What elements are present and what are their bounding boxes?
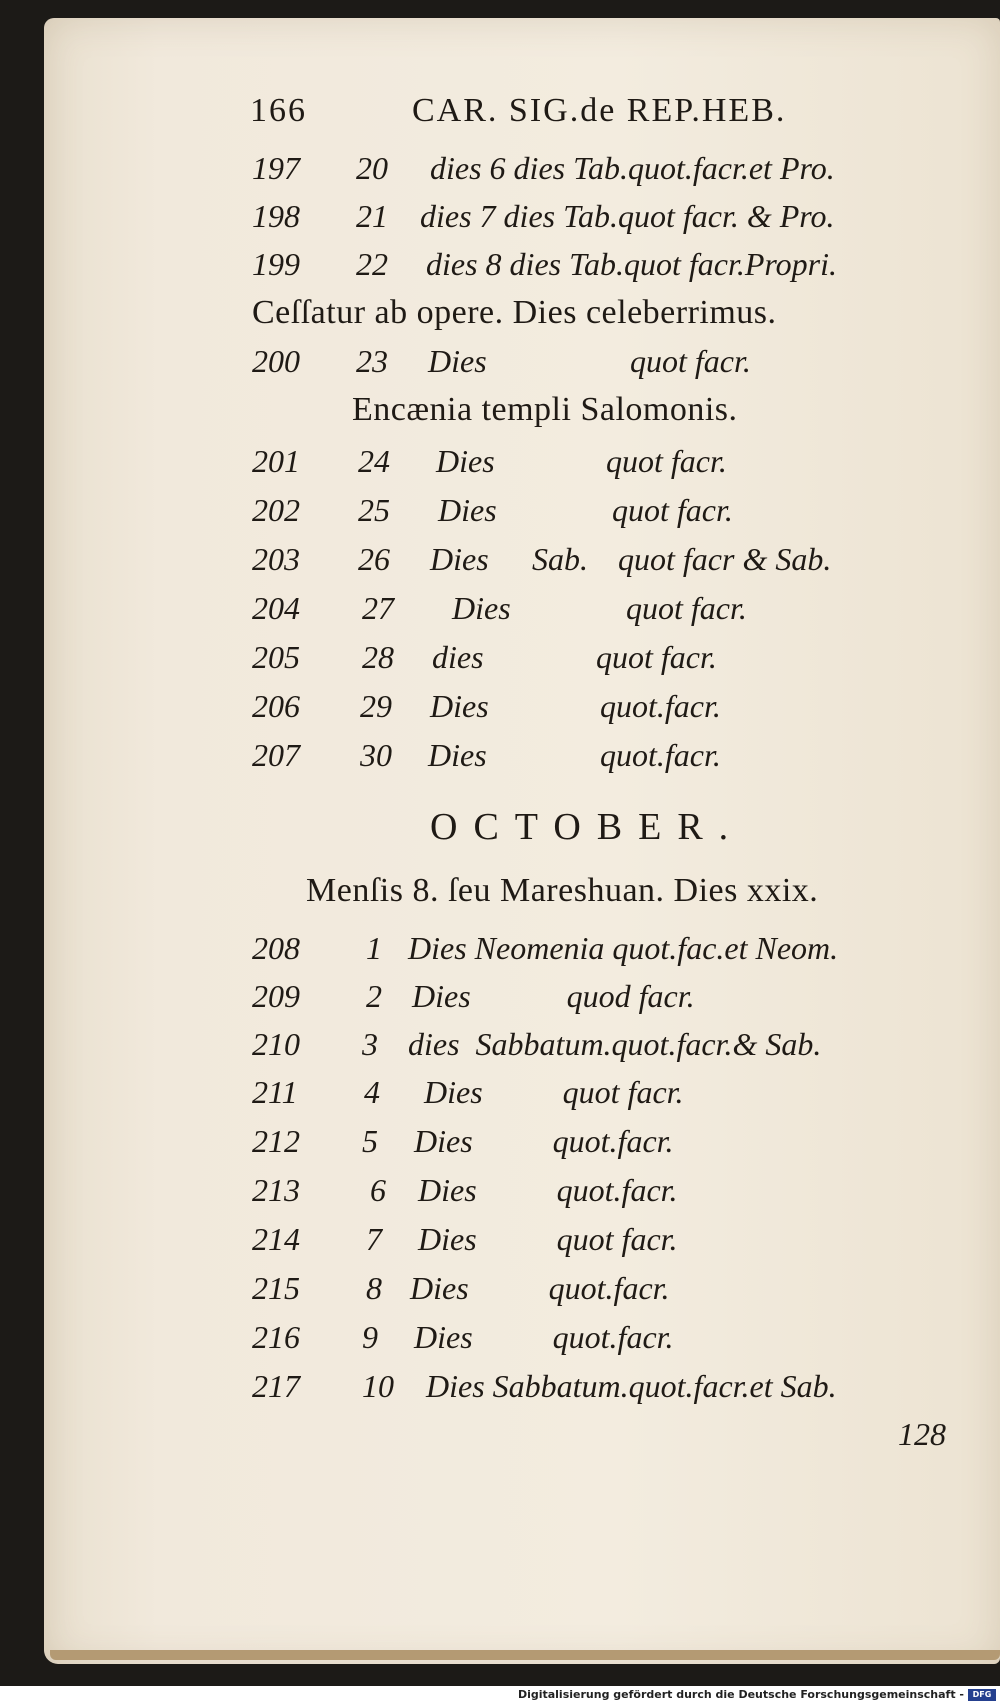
day-entry: Dies quot.facr. (414, 1123, 674, 1159)
sacr-entry: quot facr. (612, 492, 733, 528)
sacr-entry: quot facr. (606, 443, 727, 479)
day-number: 30 (360, 737, 392, 773)
day-number: 1 (366, 930, 382, 966)
line-number: 207 (252, 737, 300, 773)
sacr-entry: quot facr. (630, 343, 751, 379)
line-number: 200 (252, 343, 300, 379)
line-number: 215 (252, 1270, 300, 1306)
day-number: 26 (358, 541, 390, 577)
day-label: Dies (436, 443, 495, 479)
day-entry: Dies quot facr. (424, 1074, 684, 1110)
line-number: 212 (252, 1123, 300, 1159)
day-label: Dies (438, 492, 497, 528)
day-label: Dies (428, 343, 487, 379)
day-entry: dies 6 dies Tab.quot.facr.et Pro. (430, 150, 835, 186)
line-number: 216 (252, 1319, 300, 1355)
catchword: 128 (898, 1416, 946, 1452)
day-entry: dies 8 dies Tab.quot facr.Propri. (426, 246, 837, 282)
day-number: 9 (362, 1319, 378, 1355)
line-number: 201 (252, 443, 300, 479)
footer-credit: Digitalisierung gefördert durch die Deutsche Forschungsgemeinschaft - (517, 1688, 964, 1701)
day-number: 21 (356, 198, 388, 234)
page-edge (50, 1650, 1000, 1660)
line-number: 213 (252, 1172, 300, 1208)
sacr-entry: quot facr. (626, 590, 747, 626)
day-number: 24 (358, 443, 390, 479)
day-entry: Dies Neomenia quot.fac.et Neom. (408, 930, 839, 966)
day-label: Dies (430, 541, 489, 577)
line-number: 210 (252, 1026, 300, 1062)
day-entry: Dies Sabbatum.quot.facr.et Sab. (426, 1368, 837, 1404)
line-number: 211 (252, 1074, 298, 1110)
line-number: 214 (252, 1221, 300, 1257)
day-entry: Dies quod facr. (412, 978, 695, 1014)
day-number: 7 (366, 1221, 382, 1257)
day-number: 3 (362, 1026, 378, 1062)
line-number: 217 (252, 1368, 300, 1404)
line-number: 205 (252, 639, 300, 675)
day-number: 23 (356, 343, 388, 379)
day-number: 4 (364, 1074, 380, 1110)
day-number: 25 (358, 492, 390, 528)
line-number: 204 (252, 590, 300, 626)
line-number: 203 (252, 541, 300, 577)
line-number: 199 (252, 246, 300, 282)
line-number: 208 (252, 930, 300, 966)
line-number: 197 (252, 150, 300, 186)
day-number: 28 (362, 639, 394, 675)
month-subtitle: Menſis 8. ſeu Mareshuan. Dies xxix. (306, 872, 819, 909)
note-cessatur: Ceſſatur ab opere. Dies celeberrimus. (252, 294, 777, 331)
day-number: 20 (356, 150, 388, 186)
day-number: 5 (362, 1123, 378, 1159)
day-number: 29 (360, 688, 392, 724)
day-number: 22 (356, 246, 388, 282)
line-number: 202 (252, 492, 300, 528)
day-entry: Dies quot facr. (418, 1221, 678, 1257)
month-title: OCTOBER. (430, 806, 745, 848)
day-label: Dies (428, 737, 487, 773)
sacr-entry: quot facr. (596, 639, 717, 675)
day-entry: dies Sabbatum.quot.facr.& Sab. (408, 1026, 822, 1062)
day-label: Dies (430, 688, 489, 724)
page-number: 166 (250, 92, 307, 129)
line-number: 206 (252, 688, 300, 724)
dfg-logo: DFG (968, 1689, 996, 1701)
digitization-footer (0, 1686, 1000, 1704)
line-number: 198 (252, 198, 300, 234)
day-entry: Dies quot.facr. (410, 1270, 670, 1306)
day-number: 10 (362, 1368, 394, 1404)
sacr-entry: quot facr & Sab. (618, 541, 832, 577)
day-number: 6 (370, 1172, 386, 1208)
day-entry: Dies quot.facr. (418, 1172, 678, 1208)
day-entry: dies 7 dies Tab.quot facr. & Pro. (420, 198, 835, 234)
sacr-entry: quot.facr. (600, 688, 721, 724)
day-extra: Sab. (532, 541, 588, 577)
line-number: 209 (252, 978, 300, 1014)
day-label: dies (432, 639, 484, 675)
day-number: 2 (366, 978, 382, 1014)
day-entry: Dies quot.facr. (414, 1319, 674, 1355)
sacr-entry: quot.facr. (600, 737, 721, 773)
day-label: Dies (452, 590, 511, 626)
day-number: 27 (362, 590, 394, 626)
day-number: 8 (366, 1270, 382, 1306)
note-encaenia: Encænia templi Salomonis. (352, 391, 738, 428)
running-title: CAR. SIG.de REP.HEB. (412, 92, 787, 129)
